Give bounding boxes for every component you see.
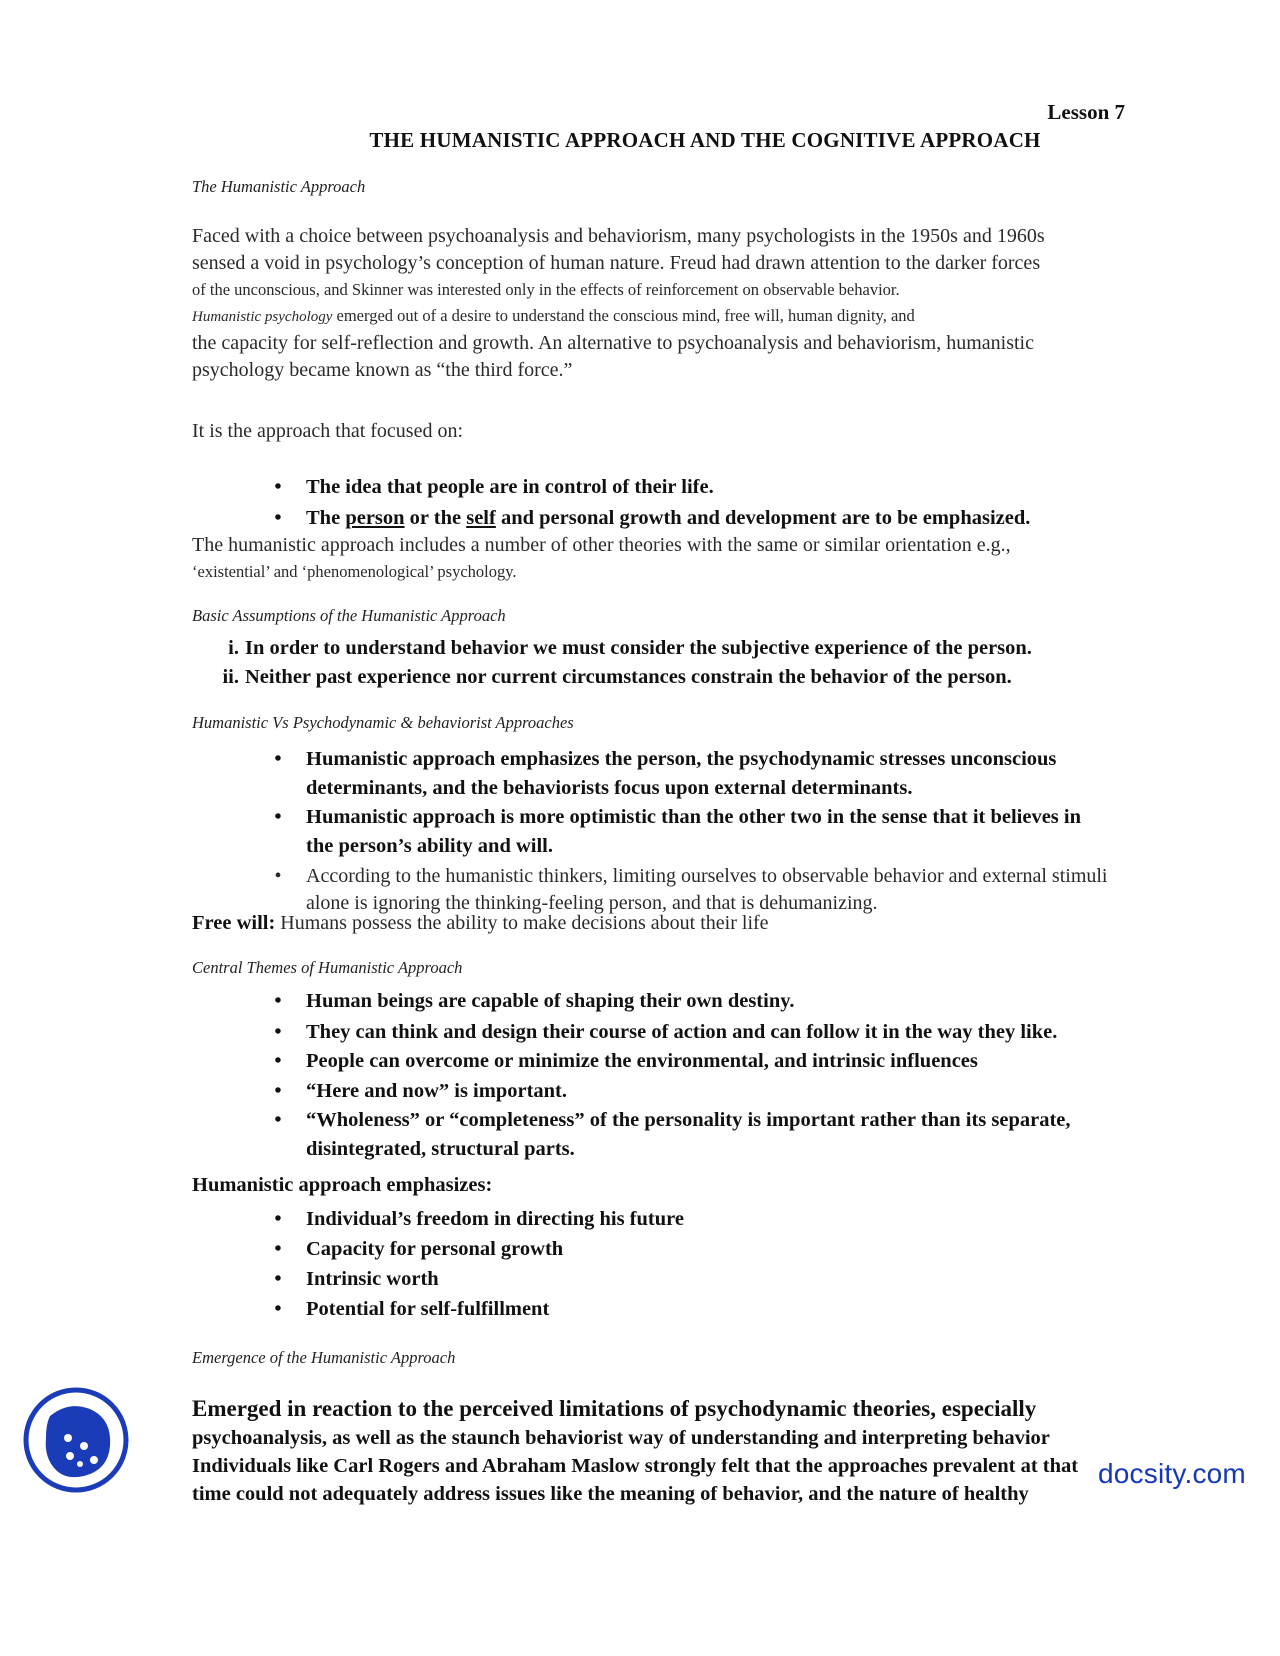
list-item: • Human beings are capable of shaping their own destiny. <box>306 987 1206 1016</box>
page-title: THE HUMANISTIC APPROACH AND THE COGNITIVE APPROACH <box>369 128 1041 152</box>
bullet-icon: • <box>274 1050 282 1072</box>
free-will-label: Free will: <box>192 912 276 934</box>
emergence-line: psychoanalysis, as well as the staunch behaviorist way of understanding and interpreting behavior <box>192 1427 1050 1449</box>
includes-paragraph <box>192 532 1202 585</box>
bullet-icon: • <box>274 1109 282 1131</box>
list-item: • Humanistic approach is more optimistic than the other two in the sense that it believes in the person’s ability and will. <box>306 803 1206 861</box>
self-term: self <box>466 507 496 529</box>
list-item: • People can overcome or minimize the environmental, and intrinsic influences <box>306 1047 1206 1076</box>
docsity-watermark[interactable]: docsity.com <box>1098 1458 1246 1489</box>
emergence-paragraph <box>192 1394 1202 1508</box>
intro-line-rest: emerged out of a desire to understand the conscious mind, free will, human dignity, and <box>332 306 915 325</box>
section-heading-emergence: Emergence of the Humanistic Approach <box>192 1348 456 1367</box>
free-will-text: Humans possess the ability to make decisions about their life <box>275 912 769 934</box>
bullet-icon: • <box>274 1021 282 1043</box>
lesson-label: Lesson 7 <box>1047 100 1125 124</box>
bullet-icon: • <box>274 806 282 828</box>
emphasizes-list <box>274 1205 1206 1324</box>
docsity-logo-icon <box>22 1386 130 1494</box>
includes-line: The humanistic approach includes a number of other theories with the same or similar orientation e.g., <box>192 534 1011 556</box>
assumptions-list <box>222 634 1195 692</box>
section-heading-versus: Humanistic Vs Psychodynamic & behaviorist Approaches <box>192 713 574 732</box>
bullet-icon: • <box>274 1268 282 1290</box>
focus-intro: It is the approach that focused on: <box>192 420 464 442</box>
intro-paragraph <box>192 223 1202 384</box>
versus-list <box>274 745 1206 917</box>
free-will-line <box>192 912 769 935</box>
list-item: • The idea that people are in control of their life. <box>306 473 1186 502</box>
intro-line <box>192 303 1202 330</box>
list-item: i. In order to understand behavior we must consider the subjective experience of the person. <box>228 637 1032 659</box>
section-heading-themes: Central Themes of Humanistic Approach <box>192 958 463 977</box>
intro-line: the capacity for self-reflection and growth. An alternative to psychoanalysis and behaviorism, humanistic <box>192 332 1034 354</box>
list-item: • According to the humanistic thinkers, limiting ourselves to observable behavior and external stimuli alone is ignoring the thinking-feeling person, and that is dehumanizing. <box>306 863 1206 917</box>
bullet-icon: • <box>274 1238 282 1260</box>
bullet-icon: • <box>274 1080 282 1102</box>
bullet-icon: • <box>274 1298 282 1320</box>
intro-line: psychology became known as “the third force.” <box>192 359 573 381</box>
list-item: • Individual’s freedom in directing his future <box>306 1205 1206 1234</box>
bullet-icon: • <box>274 507 282 529</box>
includes-line: ‘existential’ and ‘phenomenological’ psychology. <box>192 562 517 581</box>
list-item: • Humanistic approach emphasizes the person, the psychodynamic stresses unconscious determinants, and the behaviorists focus upon external determinants. <box>306 745 1206 803</box>
intro-line: Faced with a choice between psychoanalysis and behaviorism, many psychologists in the 1950s and 1960s <box>192 225 1045 247</box>
bullet-icon: • <box>274 476 282 498</box>
list-item: • Intrinsic worth <box>306 1265 1206 1294</box>
list-item: • They can think and design their course of action and can follow it in the way they like. <box>306 1018 1206 1047</box>
emphasizes-heading: Humanistic approach emphasizes: <box>192 1174 493 1196</box>
focus-list <box>274 473 1186 533</box>
list-item: • Capacity for personal growth <box>306 1235 1206 1264</box>
emergence-line: Emerged in reaction to the perceived limitations of psychodynamic theories, especially <box>192 1396 1037 1421</box>
intro-line: of the unconscious, and Skinner was interested only in the effects of reinforcement on observable behavior. <box>192 280 900 299</box>
list-item: • Potential for self-fulfillment <box>306 1295 1206 1324</box>
section-heading-humanistic: The Humanistic Approach <box>192 177 366 196</box>
bullet-icon: • <box>274 1208 282 1230</box>
emergence-line: time could not adequately address issues like the meaning of behavior, and the nature of healthy <box>192 1483 1029 1505</box>
section-heading-assumptions: Basic Assumptions of the Humanistic Approach <box>192 606 506 625</box>
humanistic-psychology-term: Humanistic psychology <box>192 309 333 325</box>
bullet-icon: • <box>274 990 282 1012</box>
person-term: person <box>345 507 405 529</box>
list-item: • “Wholeness” or “completeness” of the personality is important rather than its separate, disintegrated, structural parts. <box>306 1106 1206 1164</box>
themes-list <box>274 987 1206 1164</box>
intro-line: sensed a void in psychology’s conception of human nature. Freud had drawn attention to the darker forces <box>192 252 1041 274</box>
list-item: • “Here and now” is important. <box>306 1077 1206 1106</box>
bullet-icon: • <box>274 748 282 770</box>
bullet-icon: • <box>274 865 282 887</box>
list-item: ii. Neither past experience nor current circumstances constrain the behavior of the person. <box>222 666 1012 688</box>
list-item: • The person or the self and personal growth and development are to be emphasized. <box>306 504 1186 533</box>
emergence-line: Individuals like Carl Rogers and Abraham Maslow strongly felt that the approaches prevalent at that <box>192 1455 1079 1477</box>
